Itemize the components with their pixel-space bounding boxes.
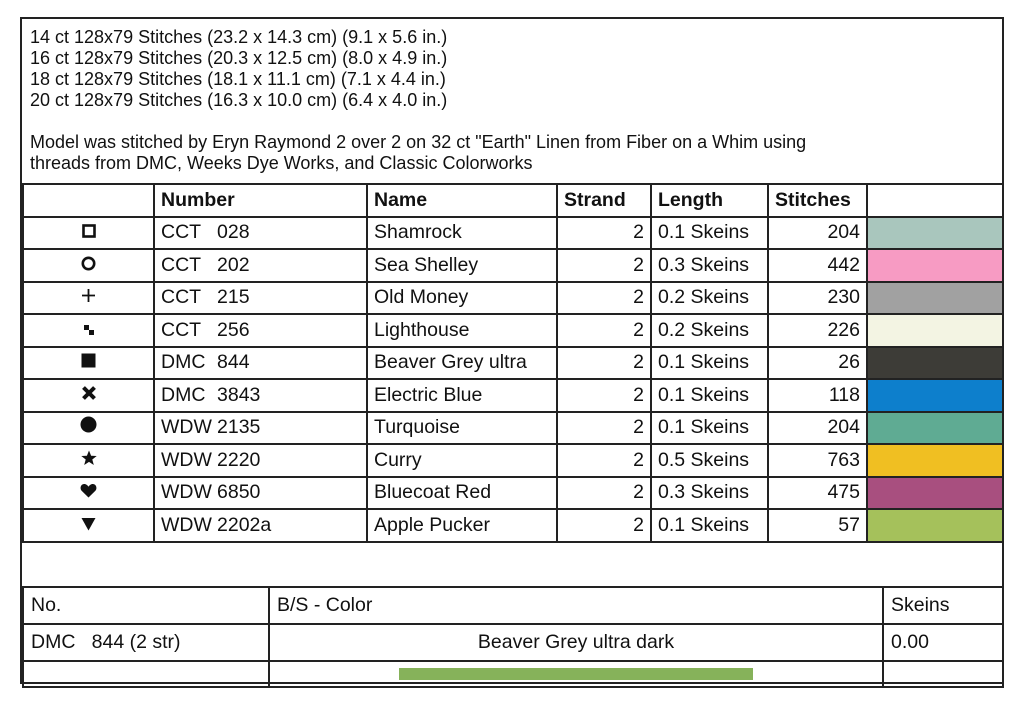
name-cell: Curry	[367, 444, 557, 477]
floss-brand: WDW	[161, 481, 212, 504]
star-icon	[81, 449, 97, 472]
color-swatch	[868, 315, 1002, 346]
floss-brand: CCT	[161, 253, 202, 276]
name-cell: Old Money	[367, 282, 557, 315]
floss-brand: DMC	[161, 351, 206, 374]
number-cell	[154, 412, 367, 445]
floss-code: 2135	[217, 416, 261, 439]
size-line-16ct: 16 ct 128x79 Stitches (20.3 x 12.5 cm) (8.0 x 4.9 in.)	[30, 48, 448, 68]
strand-cell: 2	[557, 379, 651, 412]
strand-cell: 2	[557, 282, 651, 315]
floss-brand: CCT	[161, 318, 202, 341]
size-line-20ct: 20 ct 128x79 Stitches (16.3 x 10.0 cm) (6.4 x 4.0 in.)	[30, 90, 448, 110]
length-cell: 0.3 Skeins	[651, 477, 768, 510]
length-cell: 0.1 Skeins	[651, 412, 768, 445]
number-cell	[154, 509, 367, 542]
size-line-18ct: 18 ct 128x79 Stitches (18.1 x 11.1 cm) (7.1 x 4.4 in.)	[30, 69, 446, 89]
floss-row	[23, 477, 1003, 510]
color-swatch	[868, 413, 1002, 444]
length-cell: 0.1 Skeins	[651, 509, 768, 542]
strand-cell: 2	[557, 249, 651, 282]
floss-row	[23, 249, 1003, 282]
symbol-header	[23, 184, 154, 217]
size-line-14ct: 14 ct 128x79 Stitches (23.2 x 14.3 cm) (9.1 x 5.6 in.)	[30, 27, 448, 47]
name-cell: Turquoise	[367, 412, 557, 445]
floss-code: 2220	[217, 448, 261, 471]
bs-skeins-header: Skeins	[883, 587, 1003, 624]
floss-row	[23, 282, 1003, 315]
bs-color-header: B/S - Color	[269, 587, 883, 624]
color-swatch	[868, 283, 1002, 314]
color-swatch	[868, 380, 1002, 411]
name-cell: Apple Pucker	[367, 509, 557, 542]
symbol-cell	[23, 379, 154, 412]
backstitch-line-row	[23, 661, 1003, 687]
bs-empty-cell	[23, 661, 269, 687]
swatch-cell	[867, 282, 1003, 315]
stitches-cell: 26	[768, 347, 867, 380]
number-cell	[154, 379, 367, 412]
floss-code: 844	[217, 351, 250, 374]
strand-cell: 2	[557, 412, 651, 445]
strand-cell: 2	[557, 477, 651, 510]
floss-row	[23, 217, 1003, 250]
number-cell	[154, 314, 367, 347]
color-swatch	[868, 510, 1002, 541]
info-block	[30, 27, 806, 174]
floss-row	[23, 347, 1003, 380]
model-note-line-2: threads from DMC, Weeks Dye Works, and Classic Colorworks	[30, 153, 533, 173]
floss-row	[23, 444, 1003, 477]
floss-row	[23, 412, 1003, 445]
color-swatch	[868, 250, 1002, 281]
number-cell	[154, 477, 367, 510]
strand-cell: 2	[557, 217, 651, 250]
triangle-down-icon	[81, 514, 96, 537]
number-cell	[154, 444, 367, 477]
bs-color-name-cell: Beaver Grey ultra dark	[269, 624, 883, 661]
floss-code: 202	[217, 253, 250, 276]
swatch-cell	[867, 477, 1003, 510]
floss-brand: WDW	[161, 448, 212, 471]
swatch-cell	[867, 347, 1003, 380]
color-swatch	[868, 218, 1002, 249]
swatch-cell	[867, 379, 1003, 412]
bs-no-header: No.	[23, 587, 269, 624]
floss-code: 215	[217, 286, 250, 309]
circle-outline-icon	[81, 254, 96, 277]
floss-row	[23, 379, 1003, 412]
length-cell: 0.1 Skeins	[651, 379, 768, 412]
color-swatch	[868, 478, 1002, 509]
plus-icon	[81, 286, 96, 309]
name-cell: Bluecoat Red	[367, 477, 557, 510]
filled-square-icon	[81, 351, 96, 374]
stitches-cell: 442	[768, 249, 867, 282]
symbol-cell	[23, 282, 154, 315]
floss-brand: DMC	[161, 383, 206, 406]
backstitch-line-sample	[399, 668, 753, 680]
length-header: Length	[651, 184, 768, 217]
number-cell	[154, 217, 367, 250]
floss-code: 2202a	[217, 513, 272, 536]
bs-line-cell	[269, 661, 883, 687]
floss-table-header	[23, 184, 1003, 217]
floss-code: 028	[217, 221, 250, 244]
number-cell	[154, 282, 367, 315]
square-outline-icon	[82, 221, 96, 244]
backstitch-table	[22, 586, 1004, 688]
floss-table	[22, 183, 1004, 543]
swatch-header	[867, 184, 1003, 217]
symbol-cell	[23, 444, 154, 477]
floss-brand: WDW	[161, 513, 212, 536]
filled-circle-icon	[80, 416, 97, 439]
swatch-cell	[867, 217, 1003, 250]
bs-skeins-cell: 0.00	[883, 624, 1003, 661]
floss-brand: CCT	[161, 286, 202, 309]
floss-code: 6850	[217, 481, 261, 504]
name-cell: Shamrock	[367, 217, 557, 250]
floss-row	[23, 314, 1003, 347]
number-cell	[154, 249, 367, 282]
name-cell: Sea Shelley	[367, 249, 557, 282]
bs-empty-cell-2	[883, 661, 1003, 687]
name-cell: Electric Blue	[367, 379, 557, 412]
length-cell: 0.2 Skeins	[651, 282, 768, 315]
floss-code: 3843	[217, 383, 261, 406]
cross-icon	[81, 384, 97, 407]
strand-cell: 2	[557, 509, 651, 542]
floss-brand: WDW	[161, 416, 212, 439]
name-cell: Beaver Grey ultra	[367, 347, 557, 380]
symbol-cell	[23, 249, 154, 282]
color-swatch	[868, 348, 1002, 379]
floss-brand: CCT	[161, 221, 202, 244]
stitches-cell: 204	[768, 412, 867, 445]
name-header: Name	[367, 184, 557, 217]
backstitch-header-row	[23, 587, 1003, 624]
stitches-cell: 118	[768, 379, 867, 412]
stitches-cell: 230	[768, 282, 867, 315]
backstitch-row	[23, 624, 1003, 661]
swatch-cell	[867, 444, 1003, 477]
swatch-cell	[867, 509, 1003, 542]
symbol-cell	[23, 347, 154, 380]
bs-no-cell: DMC 844 (2 str)	[23, 624, 269, 661]
swatch-cell	[867, 314, 1003, 347]
floss-row	[23, 509, 1003, 542]
strand-header: Strand	[557, 184, 651, 217]
stitches-cell: 57	[768, 509, 867, 542]
heart-icon	[80, 481, 97, 504]
length-cell: 0.3 Skeins	[651, 249, 768, 282]
swatch-cell	[867, 412, 1003, 445]
strand-cell: 2	[557, 314, 651, 347]
symbol-cell	[23, 509, 154, 542]
color-swatch	[868, 445, 1002, 476]
symbol-cell	[23, 477, 154, 510]
symbol-cell	[23, 217, 154, 250]
number-cell	[154, 347, 367, 380]
symbol-cell	[23, 412, 154, 445]
stitches-header: Stitches	[768, 184, 867, 217]
name-cell: Lighthouse	[367, 314, 557, 347]
stitches-cell: 475	[768, 477, 867, 510]
pattern-key-frame	[20, 17, 1004, 684]
stitches-cell: 763	[768, 444, 867, 477]
model-note-line-1: Model was stitched by Eryn Raymond 2 over 2 on 32 ct "Earth" Linen from Fiber on a Whim using	[30, 132, 807, 152]
length-cell: 0.1 Skeins	[651, 347, 768, 380]
swatch-cell	[867, 249, 1003, 282]
length-cell: 0.1 Skeins	[651, 217, 768, 250]
strand-cell: 2	[557, 347, 651, 380]
strand-cell: 2	[557, 444, 651, 477]
length-cell: 0.5 Skeins	[651, 444, 768, 477]
symbol-cell	[23, 314, 154, 347]
number-header: Number	[154, 184, 367, 217]
length-cell: 0.2 Skeins	[651, 314, 768, 347]
stitches-cell: 204	[768, 217, 867, 250]
stitches-cell: 226	[768, 314, 867, 347]
checker-icon	[82, 319, 96, 342]
floss-code: 256	[217, 318, 250, 341]
